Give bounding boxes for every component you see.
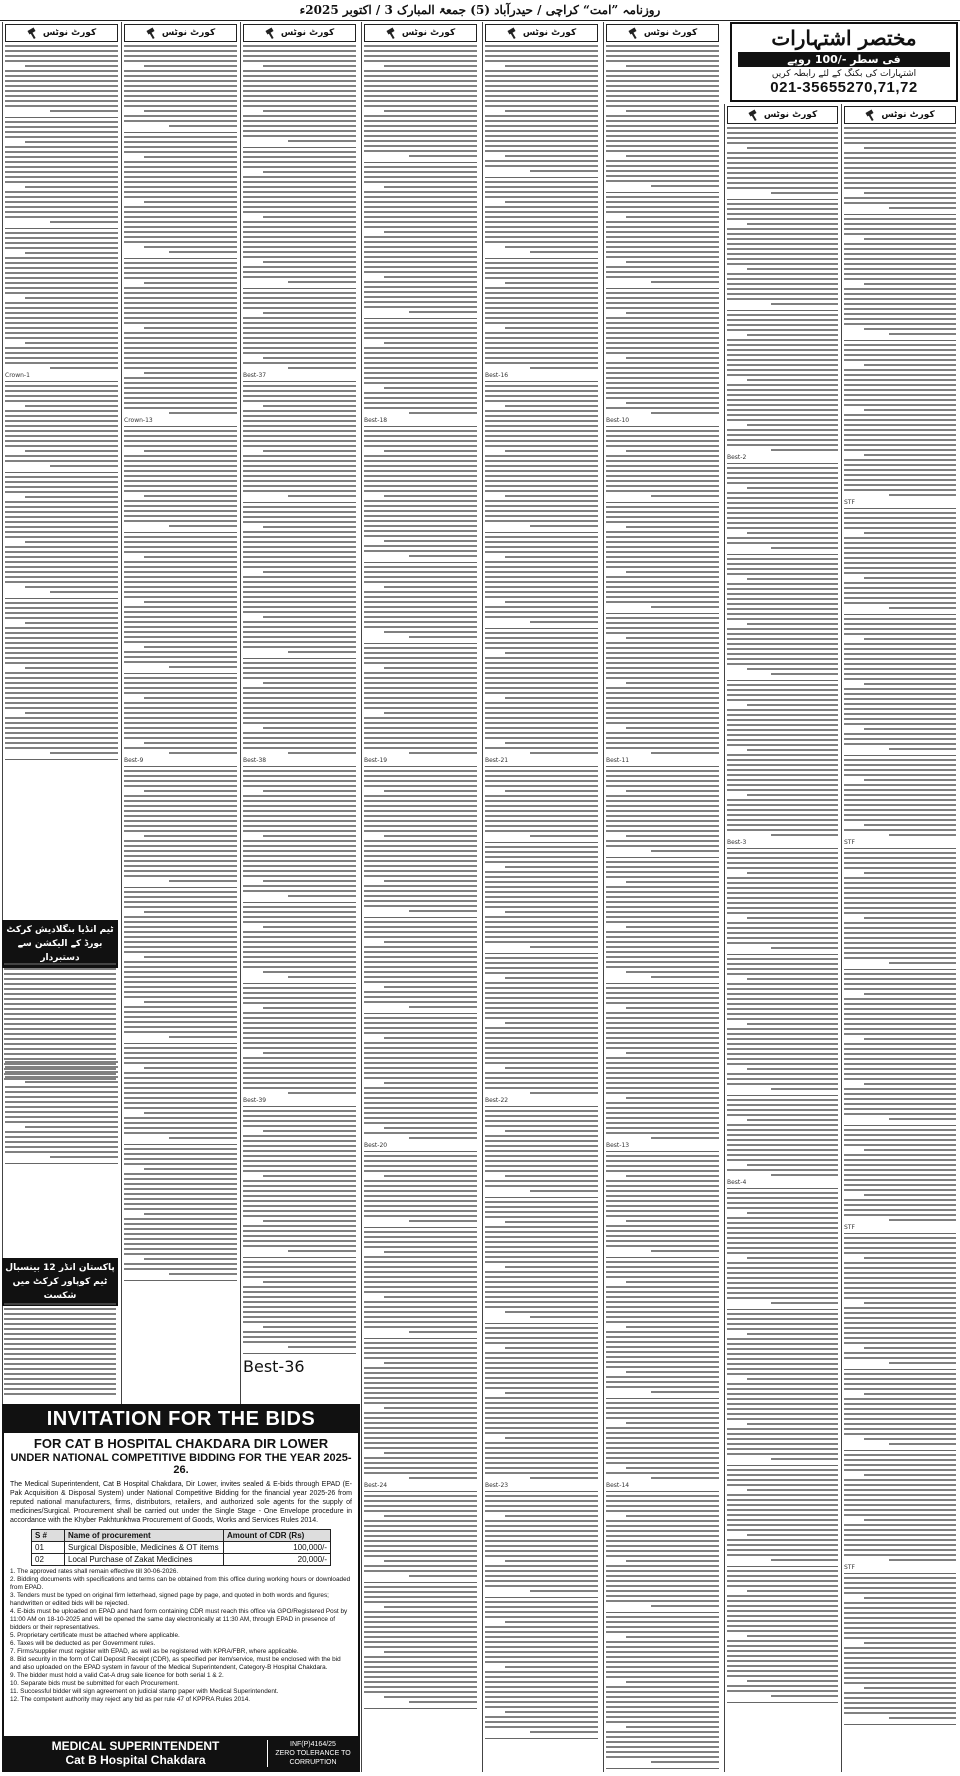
notice-tag: Best-16 xyxy=(485,372,509,379)
term-item: 8. Bid security in the form of Call Deposit Receipt (CDR), as specified per item/service, must be enclosed with the bid and also uploaded on the EPAD system in favour of the Medical Superintendent, Category-B Hospital Chakdara. xyxy=(10,1656,341,1671)
column-header xyxy=(243,24,356,42)
court-notice xyxy=(727,203,838,311)
header-procurement: Name of procurement xyxy=(65,1530,224,1542)
court-notice xyxy=(364,1586,477,1709)
court-notice xyxy=(844,1129,956,1234)
court-notice xyxy=(727,684,838,849)
court-notice xyxy=(124,45,237,133)
court-notice xyxy=(243,151,356,289)
court-notice xyxy=(364,166,477,319)
row-procurement: Surgical Disposible, Medicines & OT items xyxy=(65,1542,224,1554)
court-notice xyxy=(485,770,598,843)
notice-tag: Best-36 xyxy=(243,1357,305,1376)
column-header xyxy=(5,24,118,42)
row-amount: 100,000/- xyxy=(224,1542,331,1554)
court-notice xyxy=(124,430,237,533)
court-notice xyxy=(727,558,838,681)
notice-tag: Best-10 xyxy=(606,417,630,424)
notice-tag: Best-20 xyxy=(364,1142,388,1149)
court-notice xyxy=(844,218,956,341)
court-notice xyxy=(243,1110,356,1258)
row-serial: 01 xyxy=(32,1542,65,1554)
notice-tag: STF xyxy=(844,839,855,846)
court-notice xyxy=(727,314,838,464)
court-notice xyxy=(243,292,356,382)
court-notice xyxy=(844,344,956,509)
court-notice xyxy=(124,262,237,427)
court-notice xyxy=(727,127,838,200)
court-notice xyxy=(727,1099,838,1189)
court-notice xyxy=(364,322,477,427)
court-notice xyxy=(485,846,598,954)
cricket-headline-text: ٹیم انڈیا بنگلادیش کرکٹ بورڈ کے الیکشن سے دستبردار xyxy=(6,925,114,963)
ad-phone: 021-35655270,71,72 xyxy=(770,79,918,96)
notice-tag: Best-21 xyxy=(485,757,509,764)
court-notice xyxy=(606,770,719,858)
notice-tag: STF xyxy=(844,1224,855,1231)
ad-title: مختصر اشتہارات xyxy=(771,26,917,50)
column-header-text: کورٹ نوٹس xyxy=(643,28,698,38)
term-item: 4. E-bids must be uploaded on EPAD and hard form containing CDR must reach this office via GPO/Registered Post by 11:00 AM on 18-10-2025 and will be opened the same day electronically at 11:30 AM, through EPAD in presence of bidders or their representatives. xyxy=(10,1608,348,1631)
court-notice xyxy=(606,987,719,1152)
column-header xyxy=(364,24,477,42)
court-notice xyxy=(485,385,598,533)
notice-tag: STF xyxy=(844,499,855,506)
invitation-for-bids xyxy=(2,1404,360,1772)
court-notice xyxy=(364,566,477,644)
court-notice xyxy=(5,121,118,229)
notice-tag: Best-38 xyxy=(243,757,267,764)
notice-tag: Best-13 xyxy=(606,1142,630,1149)
table-header-row xyxy=(32,1530,331,1542)
court-notice xyxy=(844,618,956,756)
court-notice xyxy=(364,1155,477,1228)
term-item: 9. The bidder must hold a valid Cat-A drug sale licence for both serial 1 & 2. xyxy=(10,1672,224,1679)
classified-ad-box xyxy=(730,22,958,102)
notice-tag: Best-22 xyxy=(485,1097,509,1104)
notice-tag: Best-24 xyxy=(364,1482,388,1489)
court-notice xyxy=(844,1577,956,1725)
court-notice xyxy=(485,1110,598,1198)
court-notice xyxy=(124,1148,237,1281)
court-notice xyxy=(485,1601,598,1739)
term-item: 6. Taxes will be deducted as per Government rules. xyxy=(10,1640,156,1647)
court-notice xyxy=(243,1261,356,1354)
term-item: 5. Proprietary certificate must be attached where applicable. xyxy=(10,1632,180,1639)
court-notice xyxy=(727,1313,838,1466)
court-notice xyxy=(844,512,956,615)
masthead xyxy=(0,0,960,21)
gavel-icon xyxy=(386,28,398,38)
notice-tag: STF xyxy=(844,1564,855,1571)
column-header xyxy=(606,24,719,42)
gavel-icon xyxy=(27,28,39,38)
court-notice xyxy=(124,677,237,767)
court-notice xyxy=(844,973,956,1126)
court-notice xyxy=(485,957,598,1107)
court-notice xyxy=(606,1261,719,1399)
column-header-text: کورٹ نوٹس xyxy=(280,28,335,38)
court-notice xyxy=(364,430,477,563)
bid-title: INVITATION FOR THE BIDS xyxy=(4,1406,358,1433)
court-notice xyxy=(844,1237,956,1370)
court-notice xyxy=(606,430,719,503)
court-notice xyxy=(844,1373,956,1451)
court-notice xyxy=(606,292,719,427)
notice-tag: Best-39 xyxy=(243,1097,267,1104)
column-header-text: کورٹ نوٹس xyxy=(401,28,456,38)
column-header xyxy=(485,24,598,42)
court-notice xyxy=(5,45,118,118)
court-notice xyxy=(606,506,719,614)
court-notice xyxy=(606,1155,719,1258)
header-serial: S # xyxy=(32,1530,65,1542)
court-notice xyxy=(485,632,598,767)
signatory-title: MEDICAL SUPERINTENDENT xyxy=(51,1739,220,1753)
court-notice xyxy=(727,1570,838,1703)
court-notice xyxy=(844,759,956,849)
notice-tag: Best-9 xyxy=(124,757,144,764)
notice-tag: Best-23 xyxy=(485,1482,509,1489)
bid-subtitle: FOR CAT B HOSPITAL CHAKDARA DIR LOWER xyxy=(33,1436,329,1451)
term-item: 10. Separate bids must be submitted for each Procurement. xyxy=(10,1680,180,1687)
column-header-text: کورٹ نوٹس xyxy=(763,110,818,120)
court-notice xyxy=(606,196,719,289)
court-notice xyxy=(364,1231,477,1339)
court-notice xyxy=(485,1327,598,1492)
court-notice xyxy=(243,662,356,767)
court-notice xyxy=(124,136,237,259)
court-notice xyxy=(606,1616,719,1769)
column-header-text: کورٹ نوٹس xyxy=(522,28,577,38)
court-notice xyxy=(485,536,598,629)
column-8 xyxy=(841,104,958,1772)
court-notice xyxy=(485,45,598,178)
notice-tag: Best-14 xyxy=(606,1482,630,1489)
pakistan-headline-text: پاکستان انڈر 12 بینسبال ٹیم کوپاور کرکٹ میں شکست xyxy=(5,1263,115,1301)
gavel-icon xyxy=(507,28,519,38)
reference-number: INF(P)4164/25 xyxy=(290,1740,336,1748)
court-notice xyxy=(844,127,956,215)
row-serial: 02 xyxy=(32,1554,65,1566)
signatory xyxy=(4,1739,267,1767)
term-item: 11. Successful bidder will sign agreement on judicial stamp paper with Medical Superintendent. xyxy=(10,1688,279,1695)
court-notice xyxy=(364,45,477,163)
pakistan-headline xyxy=(2,1258,118,1306)
court-notice xyxy=(243,770,356,903)
column-7 xyxy=(724,104,840,1772)
court-notice xyxy=(124,536,237,674)
court-notice xyxy=(5,232,118,382)
bid-subtitle-2: UNDER NATIONAL COMPETITIVE BIDDING FOR THE YEAR 2025-26. xyxy=(10,1452,352,1476)
gavel-icon xyxy=(628,28,640,38)
gavel-icon xyxy=(865,110,877,120)
column-6 xyxy=(603,22,721,1772)
term-item: 12. The competent authority may reject any bid as per rule 47 of KPPRA Rules 2014. xyxy=(10,1696,251,1703)
court-notice xyxy=(124,770,237,888)
bid-footer xyxy=(4,1736,358,1770)
court-notice xyxy=(243,987,356,1107)
bid-intro: The Medical Superintendent, Cat B Hospital Chakdara, Dir Lower, invites sealed & E-bids through EPAD (E-Pak Acquisition & Disposal System) under National Competitive Bidding for the financial year 2025-26 from reputed national manufacturers, firms, distributors, retailers, and authorized sole agents for the supply of medicines/Surgical. Procurement shall be carried out under the Single Stage - One Envelope procedure in accordance with the Khyber Pakhtunkhwa Procurement of Goods, Works and Services Rules 2014. xyxy=(10,1481,352,1524)
column-header xyxy=(844,106,956,124)
ad-subtitle: اشتہارات کی بکنگ کے لئے رابطہ کریں xyxy=(771,69,917,79)
court-notice xyxy=(124,1047,237,1145)
header-amount: Amount of CDR (Rs) xyxy=(224,1530,331,1542)
term-item: 7. Firms/supplier must register with EPAD, as well as be registered with KPRA/FBR, where applicable. xyxy=(10,1648,299,1655)
masthead-text: روزنامہ ”امت“ کراچی / حیدرآباد (5) جمعۃ المبارک 3 / اکتوبر 2025ء xyxy=(299,3,661,17)
term-item: 2. Bidding documents with specifications and terms can be obtained from this office during working hours or downloaded from EPAD. xyxy=(10,1576,351,1591)
gavel-icon xyxy=(265,28,277,38)
column-5 xyxy=(482,22,600,1772)
court-notice xyxy=(606,1495,719,1613)
court-notice xyxy=(606,617,719,767)
procurement-table xyxy=(31,1529,331,1566)
court-notice xyxy=(364,921,477,1014)
column-header-text: کورٹ نوٹس xyxy=(881,110,935,120)
court-notice xyxy=(364,1495,477,1583)
court-notice xyxy=(844,1454,956,1574)
notice-tag: Best-19 xyxy=(364,757,388,764)
court-notice xyxy=(124,891,237,1044)
gavel-icon xyxy=(748,110,760,120)
table-row xyxy=(32,1554,331,1566)
column-header-text: کورٹ نوٹس xyxy=(161,28,216,38)
court-notice xyxy=(5,385,118,473)
bid-reference xyxy=(267,1740,358,1767)
court-notice xyxy=(606,1402,719,1492)
table-row xyxy=(32,1542,331,1554)
court-notice xyxy=(727,1192,838,1310)
notice-tag: Best-18 xyxy=(364,417,388,424)
court-notice xyxy=(243,906,356,984)
notice-tag: Best-2 xyxy=(727,454,747,461)
notice-tag: Best-4 xyxy=(727,1179,747,1186)
gavel-icon xyxy=(146,28,158,38)
notice-tag: Crown-1 xyxy=(5,372,30,379)
court-notice xyxy=(5,476,118,599)
court-notice xyxy=(606,861,719,984)
court-notice xyxy=(364,647,477,767)
court-notice xyxy=(727,852,838,955)
court-notice xyxy=(5,602,118,760)
court-notice xyxy=(485,262,598,382)
court-notice xyxy=(364,770,477,918)
term-item: 3. Tenders must be typed on original firm letterhead, signed page by page, and quoted in both words and figures; handwritten or edited bids will be rejected. xyxy=(10,1592,329,1607)
court-notice xyxy=(485,181,598,259)
notice-tag: Best-3 xyxy=(727,839,747,846)
term-item: 1. The approved rates shall remain effective till 30-06-2026. xyxy=(10,1568,179,1575)
court-notice xyxy=(844,852,956,970)
court-notice xyxy=(364,1342,477,1492)
court-notice xyxy=(727,1469,838,1567)
court-notice xyxy=(243,506,356,659)
court-notice xyxy=(485,1495,598,1598)
court-notice xyxy=(243,45,356,148)
court-notice xyxy=(485,1201,598,1324)
bid-terms xyxy=(10,1568,352,1704)
reference-motto: ZERO TOLERANCE TO CORRUPTION xyxy=(275,1749,351,1766)
court-notice xyxy=(364,1017,477,1152)
cricket-story xyxy=(2,960,118,1080)
ad-rate: فی سطر -/100 روپے xyxy=(738,52,950,67)
column-header xyxy=(124,24,237,42)
court-notice xyxy=(727,958,838,1096)
row-procurement: Local Purchase of Zakat Medicines xyxy=(65,1554,224,1566)
pakistan-story xyxy=(2,1300,118,1396)
signatory-org: Cat B Hospital Chakdara xyxy=(65,1753,206,1767)
column-4 xyxy=(361,22,479,1772)
notice-tag: Crown-13 xyxy=(124,417,153,424)
court-notice xyxy=(243,385,356,503)
notice-tag: Best-37 xyxy=(243,372,267,379)
notice-tag: Best-11 xyxy=(606,757,630,764)
row-amount: 20,000/- xyxy=(224,1554,331,1566)
column-header-text: کورٹ نوٹس xyxy=(42,28,97,38)
column-header xyxy=(727,106,838,124)
court-notice xyxy=(606,45,719,193)
court-notice xyxy=(727,467,838,555)
